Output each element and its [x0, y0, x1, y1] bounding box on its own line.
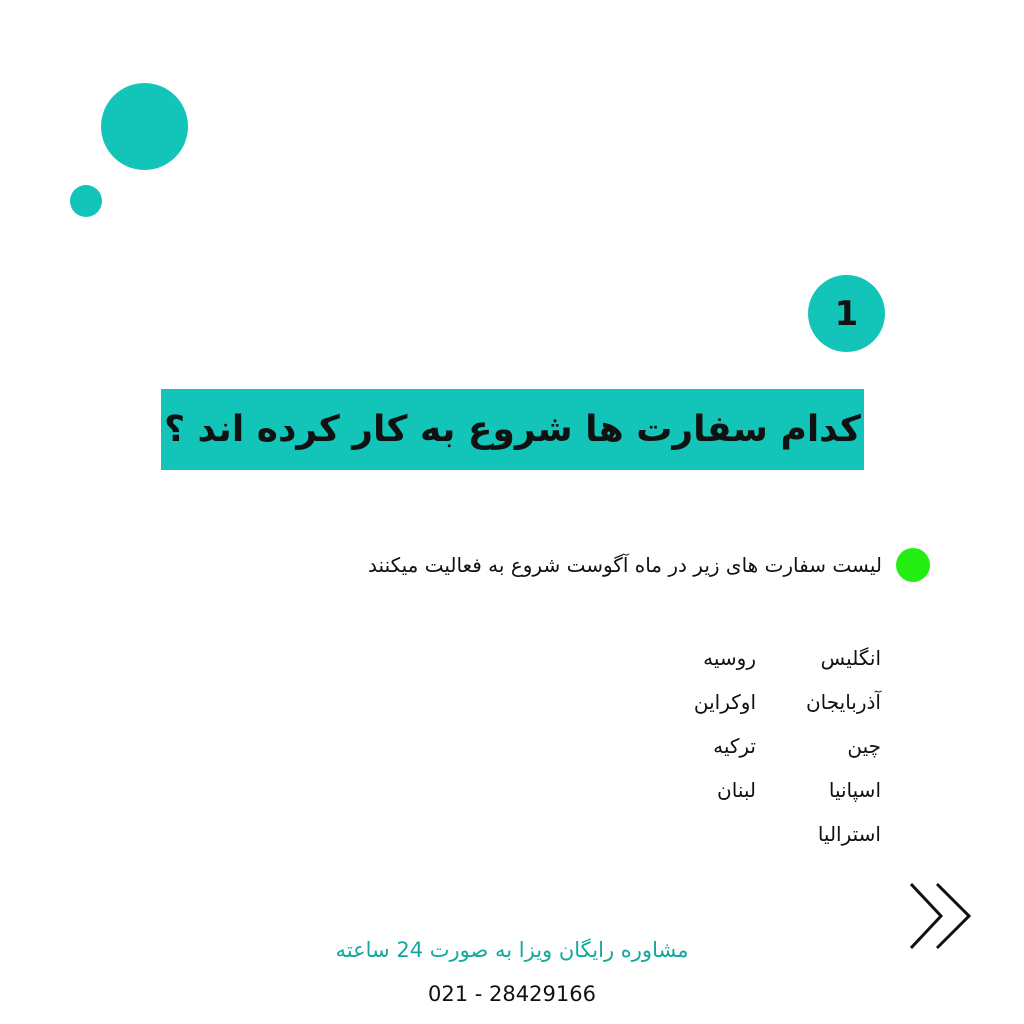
decorative-circle-small	[70, 185, 102, 217]
country-item: ترکیه	[713, 734, 756, 758]
intro-text: لیست سفارت های زیر در ماه آگوست شروع به فعالیت میکنند	[368, 553, 882, 577]
country-item: اوکراین	[693, 690, 756, 714]
decorative-circle-large	[101, 83, 188, 170]
country-item: آذربایجان	[805, 690, 881, 714]
footer-phone-number: 021 - 28429166	[428, 982, 596, 1006]
country-item: استرالیا	[817, 822, 881, 846]
country-item: انگلیس	[820, 646, 881, 670]
country-item: روسیه	[703, 646, 756, 670]
step-number-badge: 1	[808, 275, 885, 352]
country-item: چین	[847, 734, 881, 758]
footer-consultation-text: مشاوره رایگان ویزا به صورت 24 ساعته	[335, 938, 689, 962]
bullet-dot-icon	[896, 548, 930, 582]
country-item: لبنان	[717, 778, 756, 802]
title-banner	[161, 389, 864, 470]
country-item: اسپانیا	[828, 778, 881, 802]
country-list	[636, 636, 881, 856]
intro-row	[368, 548, 930, 582]
country-item-empty	[636, 812, 756, 856]
page-title: کدام سفارت ها شروع به کار کرده اند ؟	[164, 409, 861, 450]
